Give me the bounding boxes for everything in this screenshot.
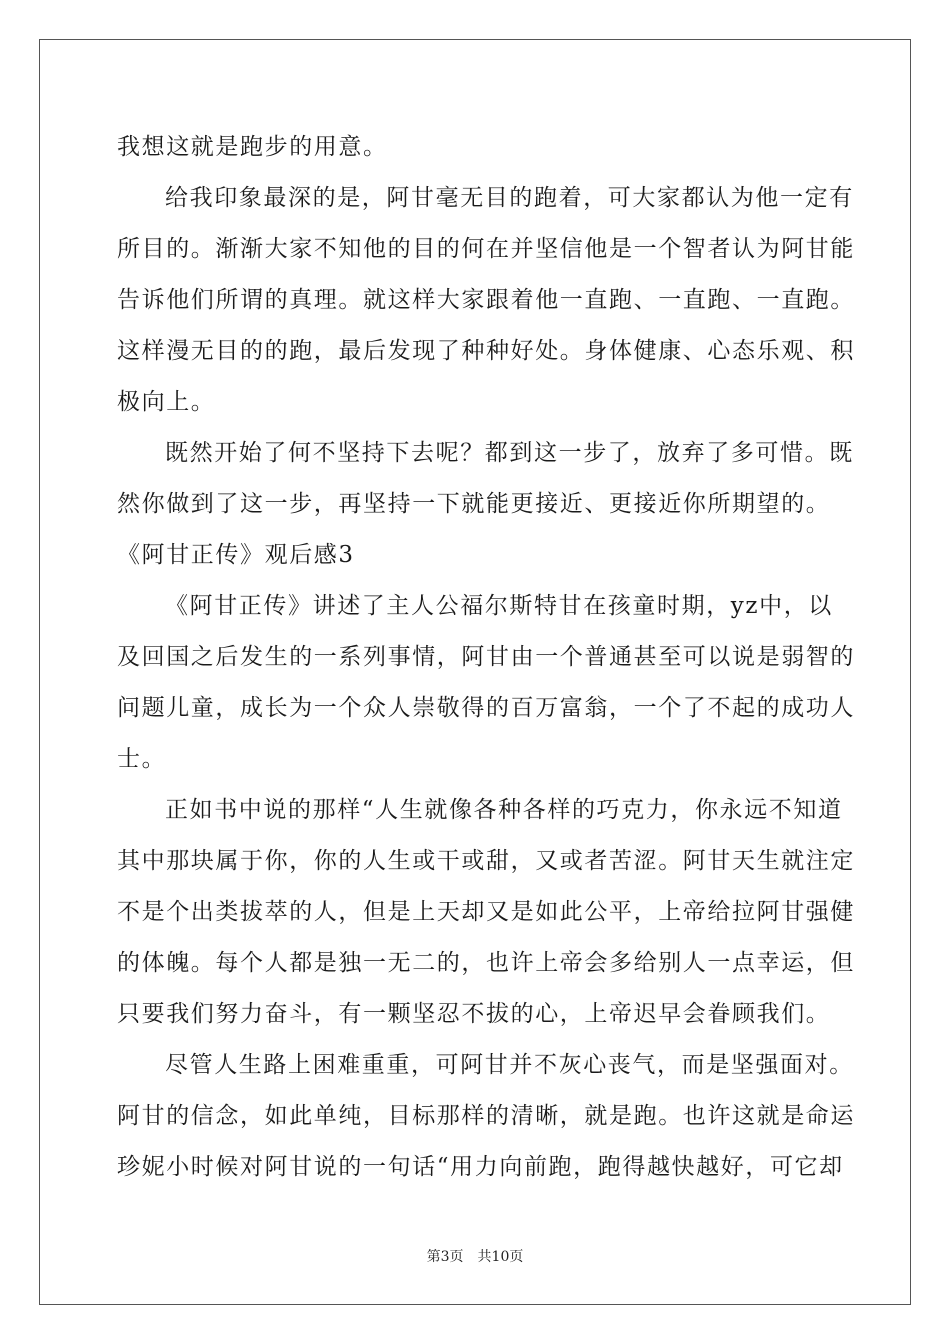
page-footer bbox=[0, 1246, 950, 1266]
text-line: 极向上。 bbox=[117, 389, 216, 415]
text-line: 尽管人生路上困难重重，可阿甘并不灰心丧气，而是坚强面对。 bbox=[165, 1052, 854, 1078]
text-line: 问题儿童，成长为一个众人崇敬得的百万富翁，一个了不起的成功人 bbox=[117, 695, 855, 721]
text-line: 不是个出类拔萃的人，但是上天却又是如此公平，上帝给拉阿甘强健 bbox=[117, 899, 855, 925]
text-line: 我想这就是跑步的用意。 bbox=[117, 134, 388, 160]
text-line: 然你做到了这一步，再坚持一下就能更接近、更接近你所期望的。 bbox=[117, 491, 831, 517]
text-line: 这样漫无目的的跑，最后发现了种种好处。身体健康、心态乐观、积 bbox=[117, 338, 855, 364]
page-total: 共10页 bbox=[477, 1249, 524, 1265]
text-line: 其中那块属于你，你的人生或干或甜，又或者苦涩。阿甘天生就注定 bbox=[117, 848, 855, 874]
text-line: 所目的。渐渐大家不知他的目的何在并坚信他是一个智者认为阿甘能 bbox=[117, 236, 855, 262]
text-line: 正如书中说的那样“人生就像各种各样的巧克力，你永远不知道 bbox=[165, 797, 843, 823]
document-body bbox=[117, 128, 855, 1199]
text-line: 及回国之后发生的一系列事情，阿甘由一个普通甚至可以说是弱智的 bbox=[117, 644, 855, 670]
text-line: 给我印象最深的是，阿甘毫无目的跑着，可大家都认为他一定有 bbox=[165, 185, 854, 211]
text-line: 珍妮小时候对阿甘说的一句话“用力向前跑，跑得越快越好，可它却 bbox=[117, 1154, 844, 1180]
text-line: 告诉他们所谓的真理。就这样大家跟着他一直跑、一直跑、一直跑。 bbox=[117, 287, 855, 313]
text-line: 既然开始了何不坚持下去呢？都到这一步了，放弃了多可惜。既 bbox=[165, 440, 854, 466]
page-number: 第3页 bbox=[426, 1249, 464, 1265]
text-line: 阿甘的信念，如此单纯，目标那样的清晰，就是跑。也许这就是命运 bbox=[117, 1103, 855, 1129]
section-heading: 《阿甘正传》观后感3 bbox=[117, 542, 355, 568]
text-line: 只要我们努力奋斗，有一颗坚忍不拔的心，上帝迟早会眷顾我们。 bbox=[117, 1001, 831, 1027]
text-line: 士。 bbox=[117, 746, 167, 772]
text-line: 《阿甘正传》讲述了主人公福尔斯特甘在孩童时期，yz中，以 bbox=[165, 593, 833, 619]
text-line: 的体魄。每个人都是独一无二的，也许上帝会多给别人一点幸运，但 bbox=[117, 950, 855, 976]
